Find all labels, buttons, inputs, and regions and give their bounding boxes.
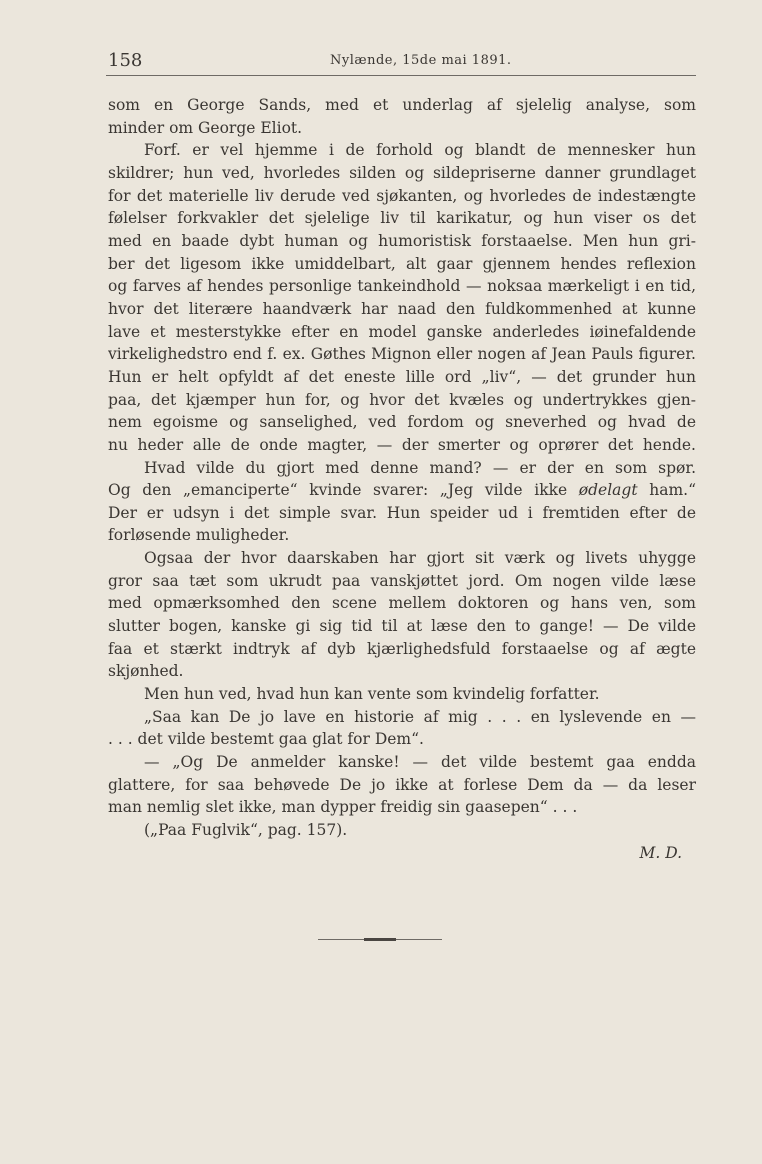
text-line: skjønhed. — [108, 662, 184, 681]
text-line: . . . det vilde bestemt gaa glat for Dem“. — [108, 730, 424, 749]
text-line: som en George Sands, med et underlag af sjelelig analyse, som — [108, 96, 696, 114]
page-header — [108, 50, 696, 72]
text-line: følelser forkvakler det sjelelige liv til karikatur, og hun viser os det — [108, 209, 696, 228]
text-line: Hvad vilde du gjort med denne mand? — er der en som spør. — [144, 458, 696, 477]
text-line: Ogsaa der hvor daarskaben har gjort sit værk og livets uhygge — [144, 549, 696, 568]
text-line: for det materielle liv derude ved sjøkanten, og hvorledes de indestængte — [108, 186, 696, 205]
text-line: faa et stærkt indtryk af dyb kjærlighedsfuld forstaaelse og af ægte — [108, 639, 696, 658]
ornament-thick-rule — [364, 938, 396, 941]
author-signature: M. D. — [639, 843, 682, 862]
page-number: 158 — [108, 50, 143, 71]
text-line: slutter bogen, kanske gi sig tid til at læse den to gange! — De vilde — [108, 617, 696, 636]
text-line: hvor det literære haandværk har naad den fuldkommenhed at kunne — [108, 299, 696, 318]
text-line: Men hun ved, hvad hun kan vente som kvindelig forfatter. — [144, 685, 600, 704]
text-line: med opmærksomhed den scene mellem doktoren og hans ven, som — [108, 594, 696, 613]
text-line: glattere, for saa behøvede De jo ikke at forlese Dem da — da leser — [108, 775, 696, 794]
text-line: forløsende muligheder. — [108, 526, 290, 545]
text-line: — „Og De anmelder kanske! — det vilde bestemt gaa endda — [144, 753, 696, 772]
text-line: Der er udsyn i det simple svar. Hun speider ud i fremtiden efter de — [108, 503, 696, 522]
text-line: skildrer; hun ved, hvorledes silden og sildepriserne danner grundlaget — [108, 163, 696, 182]
text-line: paa, det kjæmper hun for, og hvor det kvæles og undertrykkes gjen- — [108, 390, 696, 409]
text-line: Og den „emanciperte“ kvinde svarer: „Jeg vilde ikke ødelagt ham.“ — [108, 481, 696, 500]
text-line: nu heder alle de onde magter, — der smerter og oprører det hende. — [108, 435, 696, 454]
text-line: gror saa tæt som ukrudt paa vanskjøttet jord. Om nogen vilde læse — [108, 571, 696, 590]
emphasis: ødelagt — [578, 481, 638, 500]
article-body — [108, 94, 696, 864]
running-head: Nylænde, 15de mai 1891. — [330, 53, 512, 68]
text-line: nem egoisme og sanselighed, ved fordom og sneverhed og hvad de — [108, 413, 696, 432]
text-line: Forf. er vel hjemme i de forhold og blandt de mennesker hun — [144, 141, 696, 160]
text-line: („Paa Fuglvik“, pag. 157). — [144, 821, 348, 839]
text-line: Hun er helt opfyldt af det eneste lille ord „liv“, — det grunder hun — [108, 367, 696, 386]
text-line: man nemlig slet ikke, man dypper freidig sin gaasepen“ . . . — [108, 798, 578, 817]
header-rule — [106, 75, 696, 76]
text-line: minder om George Eliot. — [108, 118, 303, 137]
text-line: med en baade dybt human og humoristisk forstaaelse. Men hun gri- — [108, 231, 696, 250]
text-line: „Saa kan De jo lave en historie af mig . . . en lyslevende en — — [144, 707, 696, 726]
end-ornament — [318, 938, 442, 941]
text-line: lave et mesterstykke efter en model ganske anderledes iøinefaldende — [108, 322, 696, 341]
text-line: og farves af hendes personlige tankeindhold — noksaa mærkeligt i en tid, — [108, 277, 696, 296]
text-line: virkelighedstro end f. ex. Gøthes Mignon eller nogen af Jean Pauls figurer. — [108, 345, 696, 364]
text-line: ber det ligesom ikke umiddelbart, alt gaar gjennem hendes reflexion — [108, 254, 696, 273]
